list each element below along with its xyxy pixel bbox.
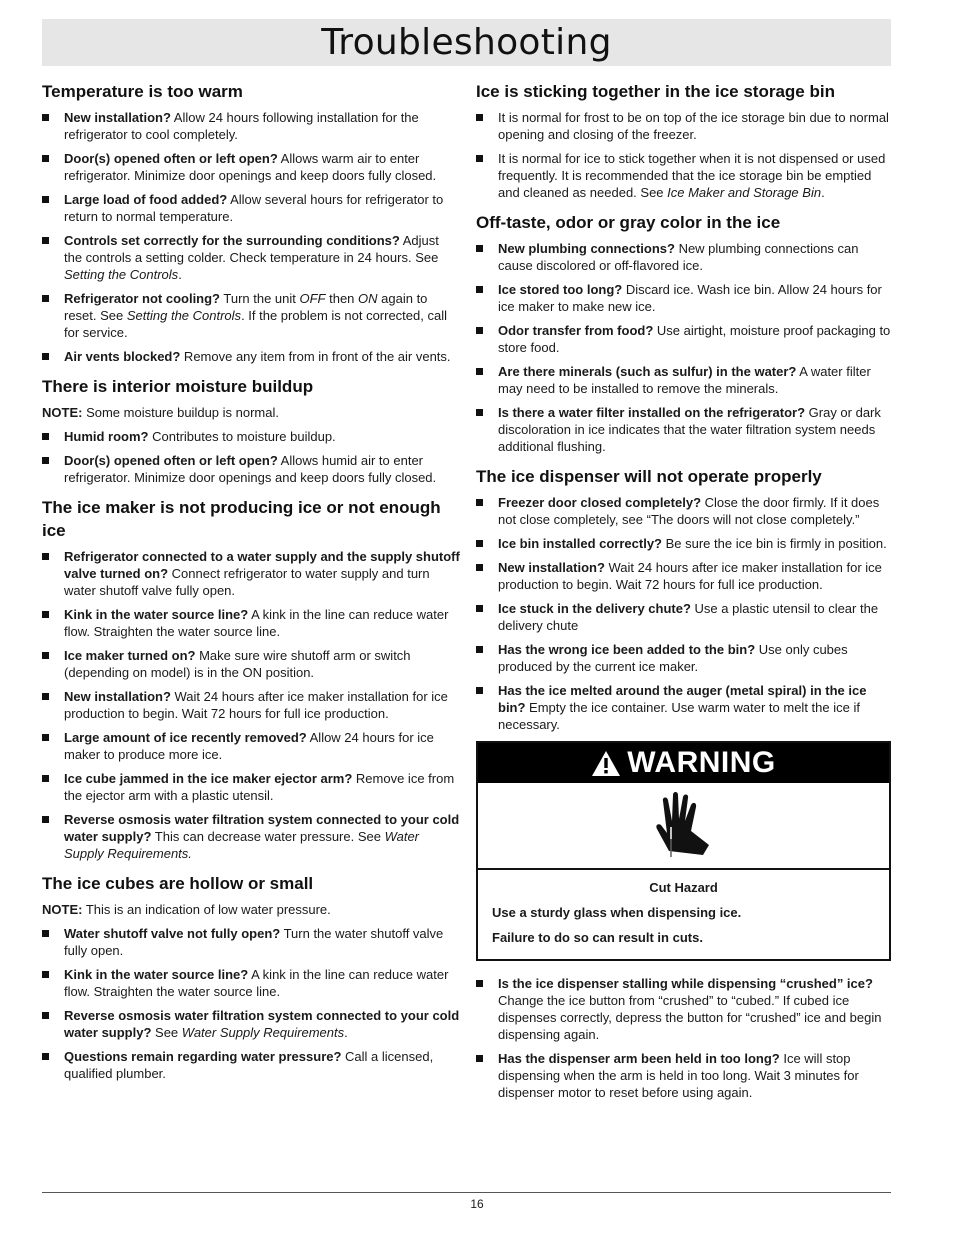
item-reference: Setting the Controls bbox=[64, 267, 179, 282]
item-text: Allow several hours for refrigerator to return to normal temperature. bbox=[64, 192, 444, 224]
list-item bbox=[42, 1048, 460, 1082]
item-question: Door(s) opened often or left open? bbox=[64, 453, 278, 468]
item-text: again to reset. See bbox=[64, 291, 428, 323]
list-item bbox=[476, 240, 891, 274]
warning-header bbox=[478, 743, 889, 783]
list-item bbox=[42, 232, 460, 283]
list-item bbox=[42, 348, 460, 365]
item-text: A kink in the line can reduce water flow. Straighten the water source line. bbox=[64, 607, 449, 639]
section-heading: The ice cubes are hollow or small bbox=[42, 874, 314, 893]
item-text: Allow 24 hours for ice maker to produce more ice. bbox=[64, 730, 434, 762]
page-number: 16 bbox=[470, 1197, 484, 1211]
item-text: Allow 24 hours following installation for the refrigerator to cool completely. bbox=[64, 110, 419, 142]
list-item bbox=[42, 606, 460, 640]
note-label: NOTE: bbox=[42, 902, 83, 917]
warning-icon-area bbox=[478, 783, 889, 870]
list-item bbox=[476, 600, 891, 634]
item-question: New installation? bbox=[64, 110, 171, 125]
page-title: Troubleshooting bbox=[321, 22, 612, 63]
section-hollow-cubes bbox=[42, 872, 460, 1082]
list-item bbox=[42, 428, 460, 445]
item-question: Freezer door closed completely? bbox=[498, 495, 702, 510]
item-question: Large amount of ice recently removed? bbox=[64, 730, 307, 745]
list-item bbox=[42, 811, 460, 862]
list-item bbox=[476, 281, 891, 315]
item-text: Change the ice button from “crushed” to “cubed.” If cubed ice dispenses correctly, depress the button for “crushed” ice and begin dispensing again. bbox=[498, 993, 882, 1042]
item-reference: Water Supply Requirements bbox=[181, 1025, 345, 1040]
item-question: Is the ice dispenser stalling while dispensing “crushed” ice? bbox=[498, 976, 873, 991]
list-item bbox=[42, 925, 460, 959]
item-text: . bbox=[344, 1025, 348, 1040]
item-text: Turn the unit bbox=[220, 291, 300, 306]
list-item bbox=[42, 109, 460, 143]
item-text: A water filter may need to be installed to remove the minerals. bbox=[498, 364, 871, 396]
item-reference: Setting the Controls bbox=[126, 308, 242, 323]
warning-box bbox=[476, 741, 891, 961]
item-text: New plumbing connections can cause discolored or off-flavored ice. bbox=[498, 241, 859, 273]
list-item bbox=[42, 452, 460, 486]
warning-triangle-icon bbox=[591, 750, 621, 777]
list-item bbox=[42, 290, 460, 341]
bullet-list bbox=[42, 109, 460, 365]
bullet-list bbox=[476, 240, 891, 455]
note-text: This is an indication of low water pressure. bbox=[82, 902, 331, 917]
item-question: Ice bin installed correctly? bbox=[498, 536, 662, 551]
footer-divider bbox=[42, 1192, 891, 1193]
warning-label: WARNING bbox=[627, 746, 776, 779]
item-question: Ice maker turned on? bbox=[64, 648, 196, 663]
item-question: Door(s) opened often or left open? bbox=[64, 151, 278, 166]
item-text: Remove ice from the ejector arm with a plastic utensil. bbox=[64, 771, 455, 803]
item-text: . If the problem is not corrected, call for service. bbox=[64, 308, 447, 340]
list-item bbox=[476, 150, 891, 201]
right-column bbox=[476, 80, 891, 1111]
section-heading: There is interior moisture buildup bbox=[42, 377, 314, 396]
item-text: . bbox=[821, 185, 825, 200]
item-question: Has the dispenser arm been held in too long? bbox=[498, 1051, 780, 1066]
warning-line: Use a sturdy glass when dispensing ice. bbox=[492, 905, 742, 920]
list-item bbox=[476, 975, 891, 1043]
list-item bbox=[42, 1007, 460, 1041]
item-question: Has the wrong ice been added to the bin? bbox=[498, 642, 756, 657]
list-item bbox=[42, 191, 460, 225]
item-text: Adjust the controls a setting colder. Check temperature in 24 hours. See bbox=[64, 233, 439, 265]
list-item bbox=[476, 404, 891, 455]
item-text: Connect refrigerator to water supply and turn water shutoff valve fully open. bbox=[64, 566, 430, 598]
item-text: Contributes to moisture buildup. bbox=[148, 429, 336, 444]
item-text: Make sure wire shutoff arm or switch (depending on model) is in the ON position. bbox=[64, 648, 411, 680]
item-reference: OFF bbox=[299, 291, 326, 306]
item-question: Ice cube jammed in the ice maker ejector arm? bbox=[64, 771, 353, 786]
item-reference: ON bbox=[358, 291, 378, 306]
item-reference: Water Supply Requirements. bbox=[64, 829, 420, 861]
bullet-list bbox=[476, 109, 891, 201]
item-question: Ice stuck in the delivery chute? bbox=[498, 601, 691, 616]
note-label: NOTE: bbox=[42, 405, 83, 420]
note-text: Some moisture buildup is normal. bbox=[82, 405, 279, 420]
item-text: Use a plastic utensil to clear the delivery chute bbox=[498, 601, 879, 633]
item-text: See bbox=[151, 1025, 182, 1040]
list-item bbox=[42, 150, 460, 184]
list-item bbox=[42, 966, 460, 1000]
item-text: Close the door firmly. If it does not close completely, see “The doors will not close completely.” bbox=[498, 495, 880, 527]
item-text: then bbox=[325, 291, 359, 306]
title-bar bbox=[42, 19, 891, 66]
item-text: Wait 24 hours after ice maker installation for ice production to begin. Wait 72 hours for full ice production. bbox=[64, 689, 448, 721]
note bbox=[42, 404, 460, 421]
bullet-list bbox=[476, 975, 891, 1101]
left-column bbox=[42, 80, 460, 1092]
item-text: Use only cubes produced by the current ice maker. bbox=[498, 642, 848, 674]
list-item bbox=[476, 682, 891, 733]
item-question: Kink in the water source line? bbox=[64, 607, 249, 622]
item-text: Gray or dark discoloration in ice indicates that the water filtration system needs additional flushing. bbox=[498, 405, 881, 454]
item-question: Controls set correctly for the surrounding conditions? bbox=[64, 233, 400, 248]
item-text: Turn the water shutoff valve fully open. bbox=[64, 926, 444, 958]
list-item bbox=[42, 548, 460, 599]
hazard-title: Cut Hazard bbox=[649, 880, 718, 895]
section-heading: Temperature is too warm bbox=[42, 82, 243, 101]
item-text: This can decrease water pressure. See bbox=[151, 829, 385, 844]
item-question: Refrigerator connected to a water supply and the supply shutoff valve turned on? bbox=[64, 549, 460, 581]
section-heading: Ice is sticking together in the ice storage bin bbox=[476, 82, 835, 101]
item-question: Air vents blocked? bbox=[64, 349, 181, 364]
list-item bbox=[476, 109, 891, 143]
list-item bbox=[476, 494, 891, 528]
list-item bbox=[42, 729, 460, 763]
item-text: . bbox=[178, 267, 182, 282]
item-text: It is normal for ice to stick together when it is not dispensed or used frequently. It is recommended that the ice storage bin be emptied and cleaned as needed. See bbox=[498, 151, 886, 200]
list-item bbox=[476, 559, 891, 593]
item-question: Is there a water filter installed on the refrigerator? bbox=[498, 405, 806, 420]
item-text: A kink in the line can reduce water flow. Straighten the water source line. bbox=[64, 967, 449, 999]
item-text: Empty the ice container. Use warm water to melt the ice if necessary. bbox=[498, 700, 860, 732]
item-text: Allows humid air to enter refrigerator. Minimize door openings and keep doors fully closed. bbox=[64, 453, 437, 485]
item-question: New installation? bbox=[64, 689, 171, 704]
section-heading: Off-taste, odor or gray color in the ice bbox=[476, 213, 781, 232]
note bbox=[42, 901, 460, 918]
item-question: Are there minerals (such as sulfur) in the water? bbox=[498, 364, 797, 379]
bullet-list bbox=[476, 494, 891, 733]
section-moisture bbox=[42, 375, 460, 486]
bullet-list bbox=[42, 548, 460, 862]
item-question: Reverse osmosis water filtration system connected to your cold water supply? bbox=[64, 812, 460, 844]
list-item bbox=[476, 535, 891, 552]
item-question: Has the ice melted around the auger (metal spiral) in the ice bin? bbox=[498, 683, 867, 715]
section-ice-maker bbox=[42, 496, 460, 862]
list-item bbox=[42, 647, 460, 681]
item-text: Wait 24 hours after ice maker installation for ice production to begin. Wait 72 hours for full ice production. bbox=[498, 560, 882, 592]
item-reference: Ice Maker and Storage Bin bbox=[667, 185, 822, 200]
bullet-list bbox=[42, 925, 460, 1082]
item-question: Refrigerator not cooling? bbox=[64, 291, 220, 306]
section-ice-sticking bbox=[476, 80, 891, 201]
warning-line: Failure to do so can result in cuts. bbox=[492, 930, 703, 945]
item-text: It is normal for frost to be on top of the ice storage bin due to normal opening and closing of the freezer. bbox=[498, 110, 889, 142]
section-heading: The ice dispenser will not operate properly bbox=[476, 467, 822, 486]
item-text: Remove any item from in front of the air vents. bbox=[180, 349, 451, 364]
item-question: New plumbing connections? bbox=[498, 241, 675, 256]
item-question: Water shutoff valve not fully open? bbox=[64, 926, 281, 941]
list-item bbox=[476, 1050, 891, 1101]
section-dispenser bbox=[476, 465, 891, 1101]
item-question: Odor transfer from food? bbox=[498, 323, 654, 338]
item-text: Allows warm air to enter refrigerator. Minimize door openings and keep doors fully closed. bbox=[64, 151, 437, 183]
item-question: Kink in the water source line? bbox=[64, 967, 249, 982]
item-text: Discard ice. Wash ice bin. Allow 24 hours for ice maker to make new ice. bbox=[498, 282, 882, 314]
item-question: Reverse osmosis water filtration system connected to your cold water supply? bbox=[64, 1008, 460, 1040]
section-heading: The ice maker is not producing ice or not enough ice bbox=[42, 498, 441, 540]
section-off-taste bbox=[476, 211, 891, 455]
item-text: Call a licensed, qualified plumber. bbox=[64, 1049, 434, 1081]
item-question: Questions remain regarding water pressure? bbox=[64, 1049, 342, 1064]
item-text: Be sure the ice bin is firmly in position. bbox=[662, 536, 887, 551]
list-item bbox=[476, 363, 891, 397]
item-question: Humid room? bbox=[64, 429, 149, 444]
bullet-list bbox=[42, 428, 460, 486]
list-item bbox=[476, 322, 891, 356]
item-question: Ice stored too long? bbox=[498, 282, 623, 297]
item-text: Ice will stop dispensing when the arm is held in too long. Wait 3 minutes for dispenser motor to reset before using again. bbox=[498, 1051, 859, 1100]
item-text: Use airtight, moisture proof packaging to store food. bbox=[498, 323, 891, 355]
list-item bbox=[42, 770, 460, 804]
item-question: New installation? bbox=[498, 560, 605, 575]
warning-text bbox=[478, 870, 889, 959]
section-temperature-warm bbox=[42, 80, 460, 365]
list-item bbox=[476, 641, 891, 675]
item-question: Large load of food added? bbox=[64, 192, 228, 207]
cut-hand-icon bbox=[649, 791, 719, 862]
list-item bbox=[42, 688, 460, 722]
